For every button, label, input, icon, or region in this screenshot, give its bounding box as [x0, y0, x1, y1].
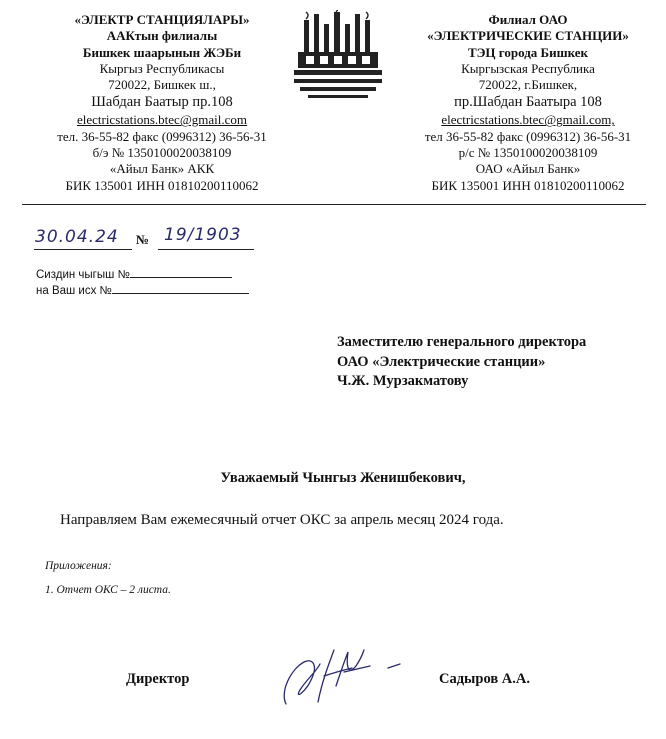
email-ky: electricstations.btec@gmail.com: [76, 112, 248, 128]
postal-ru: 720022, г.Бишкек,: [478, 77, 578, 93]
addressee-name: Ч.Ж. Мурзакматову: [337, 373, 469, 389]
signatory-name: Садыров А.А.: [439, 671, 530, 687]
org-name-ru: «ЭЛЕКТРИЧЕСКИЕ СТАНЦИИ»: [427, 28, 629, 44]
postal-ky: 720022, Бишкек ш.,: [108, 77, 216, 93]
handwritten-signature: [278, 642, 408, 712]
reference-ru-blank: [112, 283, 249, 294]
branch-ru: Филиал ОАО: [488, 12, 568, 27]
reference-ky: [36, 267, 232, 281]
number-sign: №: [136, 232, 150, 247]
power-plant-logo-icon: [290, 10, 386, 106]
header-divider: [22, 204, 646, 205]
plant-ru: ТЭЦ города Бишкек: [467, 44, 589, 60]
letterhead-left: [38, 12, 286, 194]
letterhead-right: [400, 12, 656, 194]
outgoing-date: 30.04.24: [35, 227, 119, 247]
signatory-title: Директор: [126, 671, 190, 687]
reference-ky-label: Сиздин чыгыш №: [36, 269, 130, 281]
account-ky: б/э № 1350100020038109: [92, 145, 232, 161]
reference-ky-blank: [130, 267, 232, 278]
addressee-block: [337, 333, 586, 392]
street-ru: пр.Шабдан Баатыра 108: [454, 94, 602, 111]
country-ru: Кыргызская Республика: [461, 60, 595, 76]
letter-body: Направляем Вам ежемесячный отчет ОКС за апрель месяц 2024 года.: [60, 512, 504, 528]
phone-ru: тел 36-55-82 факс (0996312) 36-56-31: [424, 128, 632, 144]
reference-ru: [36, 283, 249, 297]
country-ky: Кыргыз Республикасы: [99, 60, 225, 76]
addressee-org: ОАО «Электрические станции»: [337, 353, 546, 370]
plant-ky: Бишкек шаарынын ЖЭБи: [82, 44, 242, 60]
addressee-position: Заместителю генерального директора: [337, 334, 587, 350]
street-ky: Шабдан Баатыр пр.108: [91, 94, 233, 111]
attachment-item: 1. Отчет ОКС – 2 листа.: [45, 584, 171, 596]
phone-ky: тел. 36-55-82 факс (0996312) 36-56-31: [57, 128, 267, 144]
bik-ky: БИК 135001 ИНН 01810200110062: [65, 177, 259, 193]
reference-ru-label: на Ваш исх №: [36, 285, 112, 297]
branch-ky: ААКтын филиалы: [106, 28, 218, 44]
email-ru: electricstations.btec@gmail.com,: [441, 112, 615, 128]
outgoing-number: 19/1903: [164, 225, 242, 245]
org-name-ky: «ЭЛЕКТР СТАНЦИЯЛАРЫ»: [74, 12, 250, 27]
account-ru: р/с № 1350100020038109: [458, 145, 598, 161]
salutation: Уважаемый Чынгыз Женишбекович,: [220, 470, 466, 486]
bank-ru: ОАО «Айыл Банк»: [475, 161, 581, 177]
attachments-heading: Приложения:: [45, 560, 112, 572]
bik-ru: БИК 135001 ИНН 01810200110062: [431, 177, 625, 193]
bank-ky: «Айыл Банк» АКК: [109, 161, 215, 177]
